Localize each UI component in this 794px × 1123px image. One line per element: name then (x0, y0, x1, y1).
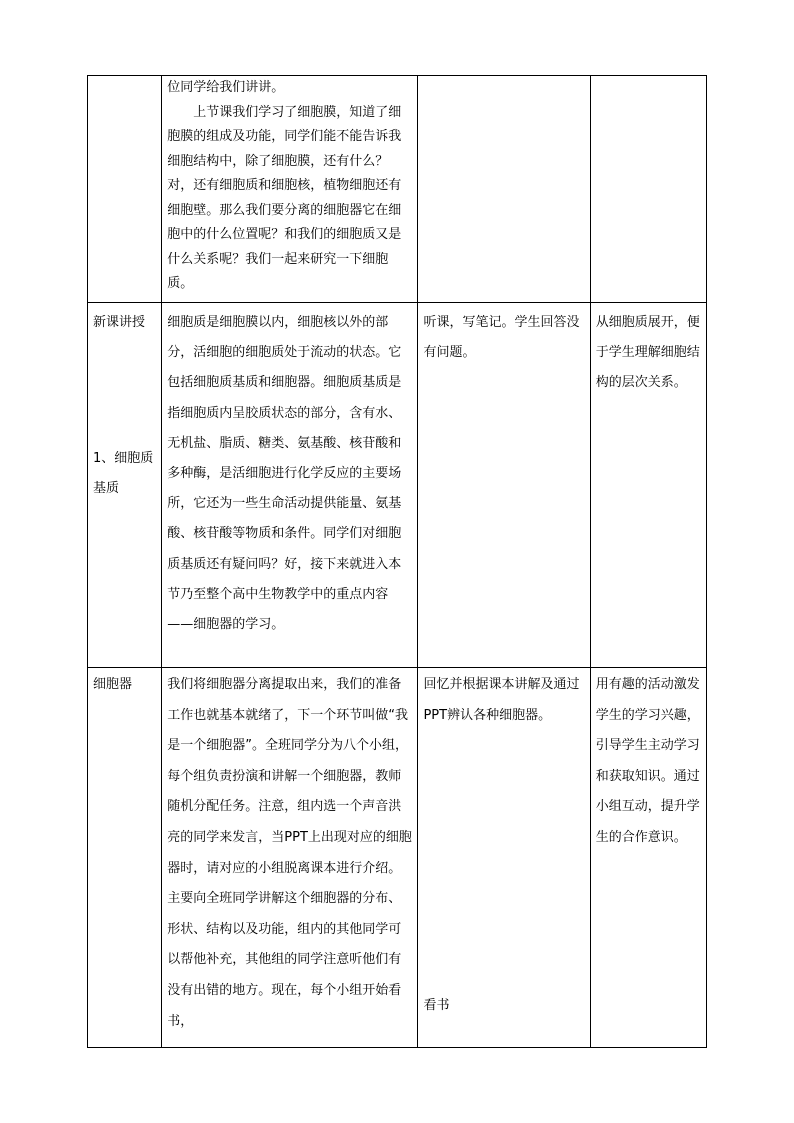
student-activity-cell (418, 303, 590, 668)
stage-label: 新课讲授 (93, 315, 146, 330)
content-paragraph: 细胞质是细胞膜以内，细胞核以外的部分，活细胞的细胞质处于流动的状态。它包括细胞质基质和细胞器。细胞质基质是指细胞质内呈胶质状态的部分，含有水、无机盐、脂质、糖类、氨基酸、核苷酸和多种酶，是活细胞进行化学反应的主要场所，它还为一些生命活动提供能量、氨基酸、核苷酸等物质和条件。同学们对细胞质基质还有疑问吗？好，接下来就进入本节乃至整个高中生物教学中的重点内容——细胞器的学习。 (167, 315, 402, 633)
stage-cell (88, 303, 162, 668)
lesson-plan-table (87, 75, 707, 1048)
stage-sublabel: 1、细胞质基质 (93, 451, 154, 497)
student-activity-text: 回忆并根据课本讲解及通过PPT辨认各种细胞器。 (423, 677, 580, 723)
table-row (88, 303, 707, 668)
student-activity-cell (418, 668, 590, 1048)
design-intent-text: 用有趣的活动激发 学生的学习兴趣，引导学生主动学习和获取知识。通过小组互动，提升学生的合作意识。 (595, 677, 700, 845)
design-intent-cell (590, 668, 706, 1048)
content-paragraph: 位同学给我们讲讲。 (167, 80, 285, 95)
table-row (88, 668, 707, 1048)
content-cell (162, 303, 418, 668)
content-cell (162, 76, 418, 303)
stage-label: 细胞器 (93, 677, 133, 692)
content-paragraph: 上节课我们学习了细胞膜，知道了细胞膜的组成及功能，同学们能不能告诉我细胞结构中，除了细胞膜，还有什么？对，还有细胞质和细胞核，植物细胞还有细胞壁。那么我们要分离的细胞器它在细胞中的什么位置呢？和我们的细胞质又是什么关系呢？我们一起来研究一下细胞质。 (167, 104, 402, 291)
stage-cell (88, 76, 162, 303)
stage-cell (88, 668, 162, 1048)
design-intent-cell (590, 303, 706, 668)
content-paragraph: 我们将细胞器分离提取出来，我们的准备工作也就基本就绪了，下一个环节叫做“我是一个细胞器”。全班同学分为八个小组，每个组负责扮演和讲解一个细胞器，教师随机分配任务。注意，组内选一个声音洪亮的同学来发言，当PPT上出现对应的细胞器时，请对应的小组脱离课本进行介绍。主要向全班同学讲解这个细胞器的分布、形状、结构以及功能，组内的其他同学可以帮他补充，其他组的同学注意听他们有没有出错的地方。现在，每个小组开始看书， (167, 677, 412, 1029)
content-cell (162, 668, 418, 1048)
student-activity-cell (418, 76, 590, 303)
design-intent-text: 从细胞质展开，便于学生理解细胞结构的层次关系。 (595, 315, 700, 391)
student-activity-note: 看书 (423, 998, 450, 1014)
design-intent-cell (590, 76, 706, 303)
student-activity-text: 听课，写笔记。学生回答没有问题。 (423, 315, 580, 361)
table-row (88, 76, 707, 303)
